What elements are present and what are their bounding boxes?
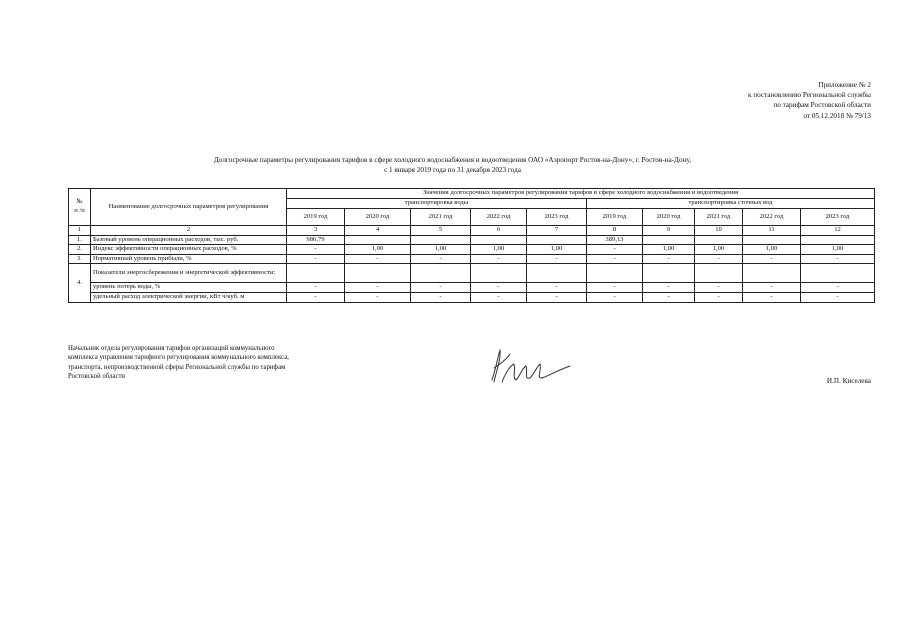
- header-year: 2022 год: [743, 209, 801, 226]
- header-year: 2023 год: [527, 209, 587, 226]
- value-cell: -: [643, 292, 695, 302]
- value-cell: -: [527, 283, 587, 293]
- value-cell: -: [471, 254, 527, 264]
- value-cell: [411, 235, 471, 245]
- value-cell: [643, 235, 695, 245]
- value-cell: -: [411, 283, 471, 293]
- index-cell: 8: [587, 226, 643, 236]
- row-number: 4.: [69, 264, 91, 302]
- position-line: Начальник отдела регулирования тарифов организаций коммунального: [68, 345, 275, 352]
- value-cell: [471, 235, 527, 245]
- header-year: 2021 год: [411, 209, 471, 226]
- value-cell: -: [743, 283, 801, 293]
- value-cell: -: [801, 283, 875, 293]
- header-parameter-name: Наименование долгосрочных параметров регулирования: [91, 189, 287, 226]
- value-cell: -: [527, 292, 587, 302]
- header-year: 2021 год: [695, 209, 743, 226]
- value-cell: -: [587, 254, 643, 264]
- appendix-block: [651, 80, 871, 121]
- signatory-position: [68, 344, 358, 382]
- value-cell: -: [643, 283, 695, 293]
- row-parameter: Базовый уровень операционных расходов, тыс. руб.: [91, 235, 287, 245]
- value-cell: -: [287, 292, 345, 302]
- value-cell: -: [695, 254, 743, 264]
- value-cell: 1,00: [345, 245, 411, 255]
- value-cell: -: [801, 254, 875, 264]
- parameters-table: [68, 188, 875, 303]
- value-cell: -: [587, 245, 643, 255]
- signatory-name: И.П. Киселева: [826, 377, 871, 385]
- position-line: Ростовской области: [68, 373, 126, 381]
- value-cell: -: [527, 254, 587, 264]
- value-cell: [743, 235, 801, 245]
- row-parameter: уровень потерь воды, %: [91, 283, 287, 293]
- position-line: транспорта, непроизводственной сферы Региональной службы по тарифам: [68, 363, 286, 371]
- header-year: 2019 год: [287, 209, 345, 226]
- value-cell: 1,00: [801, 245, 875, 255]
- index-cell: 4: [345, 226, 411, 236]
- title-line-2: с 1 января 2019 года по 31 декабря 2023 года: [384, 166, 521, 174]
- header-values-group: Значения долгосрочных параметров регулирования тарифов в сфере холодного водоснабжения и водоотведения: [287, 189, 875, 199]
- row-number: 2.: [69, 245, 91, 255]
- header-year: 2022 год: [471, 209, 527, 226]
- table-row: [69, 292, 875, 302]
- row-number: 1.: [69, 235, 91, 245]
- value-cell: -: [587, 283, 643, 293]
- value-cell: -: [695, 292, 743, 302]
- value-cell: -: [411, 292, 471, 302]
- value-cell: 986,79: [287, 235, 345, 245]
- index-row: [69, 226, 875, 236]
- table-row: [69, 235, 875, 245]
- value-cell: -: [345, 254, 411, 264]
- value-cell: -: [695, 283, 743, 293]
- value-cell: -: [743, 254, 801, 264]
- index-cell: 6: [471, 226, 527, 236]
- table-row: [69, 254, 875, 264]
- value-cell: 1,00: [411, 245, 471, 255]
- row-parameter: Нормативный уровень прибыли, %: [91, 254, 287, 264]
- index-cell: 1: [69, 226, 91, 236]
- value-cell: -: [345, 283, 411, 293]
- value-cell: -: [471, 283, 527, 293]
- table-row: [69, 264, 875, 283]
- value-cell: [345, 235, 411, 245]
- table-row: [69, 283, 875, 293]
- value-cell: [801, 235, 875, 245]
- index-cell: 12: [801, 226, 875, 236]
- value-cell: -: [287, 254, 345, 264]
- value-cell: [527, 235, 587, 245]
- index-cell: 2: [91, 226, 287, 236]
- value-cell: -: [287, 283, 345, 293]
- index-cell: 10: [695, 226, 743, 236]
- value-cell: -: [743, 292, 801, 302]
- header-year: 2019 год: [587, 209, 643, 226]
- value-cell: -: [411, 254, 471, 264]
- position-line: комплекса управления тарифного регулирования коммунального комплекса,: [68, 354, 289, 362]
- appendix-line: к постановлению Региональной службы: [747, 91, 871, 100]
- value-cell: 1,00: [643, 245, 695, 255]
- appendix-line: Приложение № 2: [818, 81, 871, 89]
- value-cell: 389,13: [587, 235, 643, 245]
- value-cell: 1,00: [743, 245, 801, 255]
- table-row: [69, 245, 875, 255]
- value-cell: -: [287, 245, 345, 255]
- header-year: 2023 год: [801, 209, 875, 226]
- index-cell: 7: [527, 226, 587, 236]
- value-cell: 1,00: [471, 245, 527, 255]
- header-wastewater-transport: транспортировка сточных вод: [587, 199, 875, 209]
- index-cell: 11: [743, 226, 801, 236]
- value-cell: [695, 235, 743, 245]
- index-cell: 3: [287, 226, 345, 236]
- row-number: 3.: [69, 254, 91, 264]
- appendix-line: по тарифам Ростовской области: [773, 101, 871, 110]
- header-year: 2020 год: [643, 209, 695, 226]
- index-cell: 9: [643, 226, 695, 236]
- title-line-1: Долгосрочные параметры регулирования тарифов в сфере холодного водоснабжения и водоотведения ОАО «Аэропорт Ростов-на-Дону», г. Ростов-на-Дону,: [213, 156, 692, 164]
- value-cell: -: [471, 292, 527, 302]
- row-parameter-heading: Показатели энергосбережения и энергетической эффективности:: [91, 264, 287, 283]
- value-cell: -: [643, 254, 695, 264]
- row-parameter: удельный расход электрической энергии, кВт ч/куб. м: [91, 292, 287, 302]
- value-cell: -: [345, 292, 411, 302]
- index-cell: 5: [411, 226, 471, 236]
- row-parameter: Индекс эффективности операционных расходов, %: [91, 245, 287, 255]
- appendix-line: от 05.12.2018 № 79/13: [803, 111, 871, 120]
- value-cell: -: [801, 292, 875, 302]
- value-cell: 1,00: [527, 245, 587, 255]
- document-title: [0, 155, 905, 175]
- header-water-transport: транспортировка воды: [287, 199, 587, 209]
- value-cell: -: [587, 292, 643, 302]
- header-number: № п /п: [69, 189, 91, 226]
- handwritten-signature: [478, 342, 578, 392]
- value-cell: 1,00: [695, 245, 743, 255]
- header-year: 2020 год: [345, 209, 411, 226]
